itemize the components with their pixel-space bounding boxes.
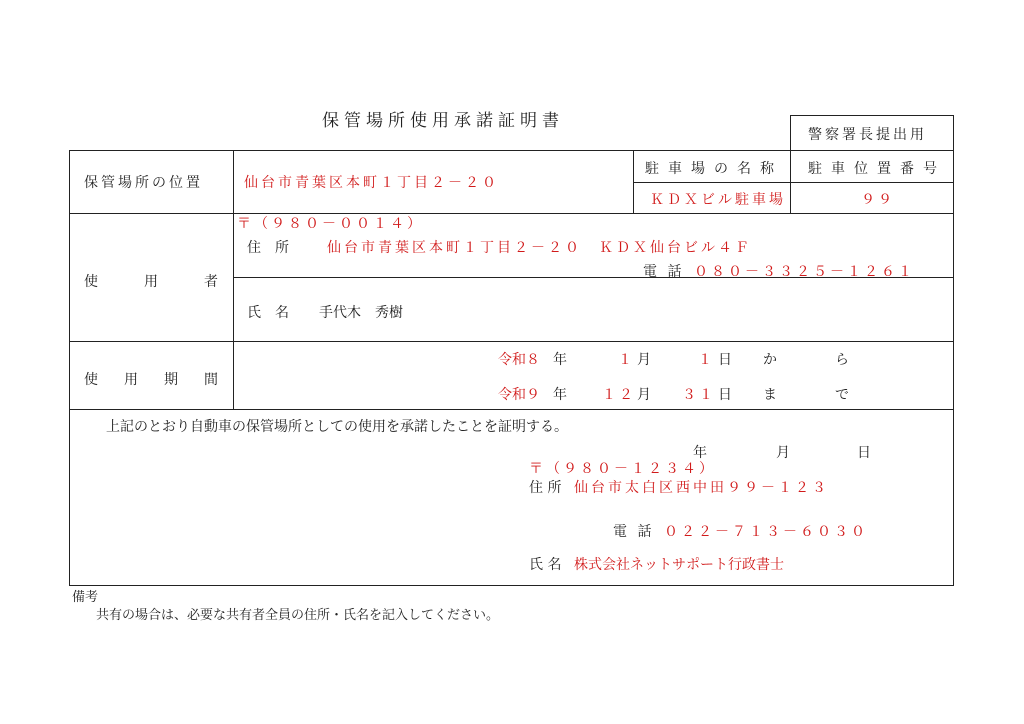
period-to-day: ３１ <box>682 387 716 403</box>
period-to-month: １２ <box>602 387 636 403</box>
location-label: 保管場所の位置 <box>84 175 203 191</box>
period-from-day: １ <box>698 352 712 368</box>
date-day-label: 日 <box>857 445 871 461</box>
period-to-year: 令和９ <box>498 387 540 403</box>
document-title: 保管場所使用承諾証明書 <box>322 111 564 131</box>
period-from-month: １ <box>618 352 632 368</box>
certifier-name: 株式会社ネットサポート行政書士 <box>574 557 784 573</box>
period-from-suffix: か ら <box>763 352 871 368</box>
certifier-name-label: 氏 名 <box>529 557 562 573</box>
period-from-day-unit: 日 <box>718 352 732 368</box>
period-to-month-unit: 月 <box>637 387 651 403</box>
parking-number-value: ９９ <box>861 192 895 208</box>
period-from-year-unit: 年 <box>553 352 567 368</box>
certifier-phone-label: 電 話 <box>613 524 655 540</box>
remarks-label: 備考 <box>72 590 99 605</box>
row-divider <box>70 409 953 410</box>
user-phone-label: 電 話 <box>643 264 685 280</box>
location-value: 仙台市青葉区本町１丁目２－２０ <box>244 175 499 191</box>
column-divider <box>633 151 634 213</box>
user-label-char: 者 <box>204 274 218 290</box>
period-label-char: 期 <box>164 372 178 388</box>
period-from-year: 令和８ <box>498 352 540 368</box>
police-submission-label: 警察署長提出用 <box>808 127 927 143</box>
period-to-year-unit: 年 <box>553 387 567 403</box>
parking-name-label: 駐車場の名称 <box>645 161 783 177</box>
column-divider <box>233 151 234 409</box>
period-from-month-unit: 月 <box>637 352 651 368</box>
user-name: 手代木 秀樹 <box>319 305 403 321</box>
user-label-char: 使 <box>84 274 98 290</box>
certifier-phone: ０２２－７１３－６０３０ <box>664 524 868 540</box>
user-address: 仙台市青葉区本町１丁目２－２０ ＫＤＸ仙台ビル４Ｆ <box>327 240 752 256</box>
date-month-label: 月 <box>776 445 790 461</box>
certification-statement: 上記のとおり自動車の保管場所としての使用を承諾したことを証明する。 <box>106 419 568 435</box>
user-name-label: 氏 名 <box>247 305 289 321</box>
user-label-char: 用 <box>144 274 158 290</box>
period-label-char: 用 <box>124 372 138 388</box>
period-to-suffix: ま で <box>763 387 871 403</box>
row-divider <box>633 182 953 183</box>
parking-name-value: ＫＤＸビル駐車場 <box>650 192 786 208</box>
period-to-day-unit: 日 <box>718 387 732 403</box>
period-label-char: 使 <box>84 372 98 388</box>
period-label-char: 間 <box>204 372 218 388</box>
user-phone: ０８０－３３２５－１２６１ <box>694 264 915 280</box>
parking-number-label: 駐車位置番号 <box>808 161 946 177</box>
row-divider <box>70 341 953 342</box>
remarks-text: 共有の場合は、必要な共有者全員の住所・氏名を記入してください。 <box>96 608 500 623</box>
column-divider <box>790 151 791 213</box>
date-year-label: 年 <box>693 445 707 461</box>
certifier-postal-code: 〒（９８０－１２３４） <box>529 461 716 477</box>
row-divider <box>70 213 953 214</box>
certifier-address: 仙台市太白区西中田９９－１２３ <box>574 480 829 496</box>
certifier-address-label: 住 所 <box>529 480 562 496</box>
user-postal-code: 〒（９８０－００１４） <box>237 216 424 232</box>
user-address-label: 住 所 <box>247 240 289 256</box>
